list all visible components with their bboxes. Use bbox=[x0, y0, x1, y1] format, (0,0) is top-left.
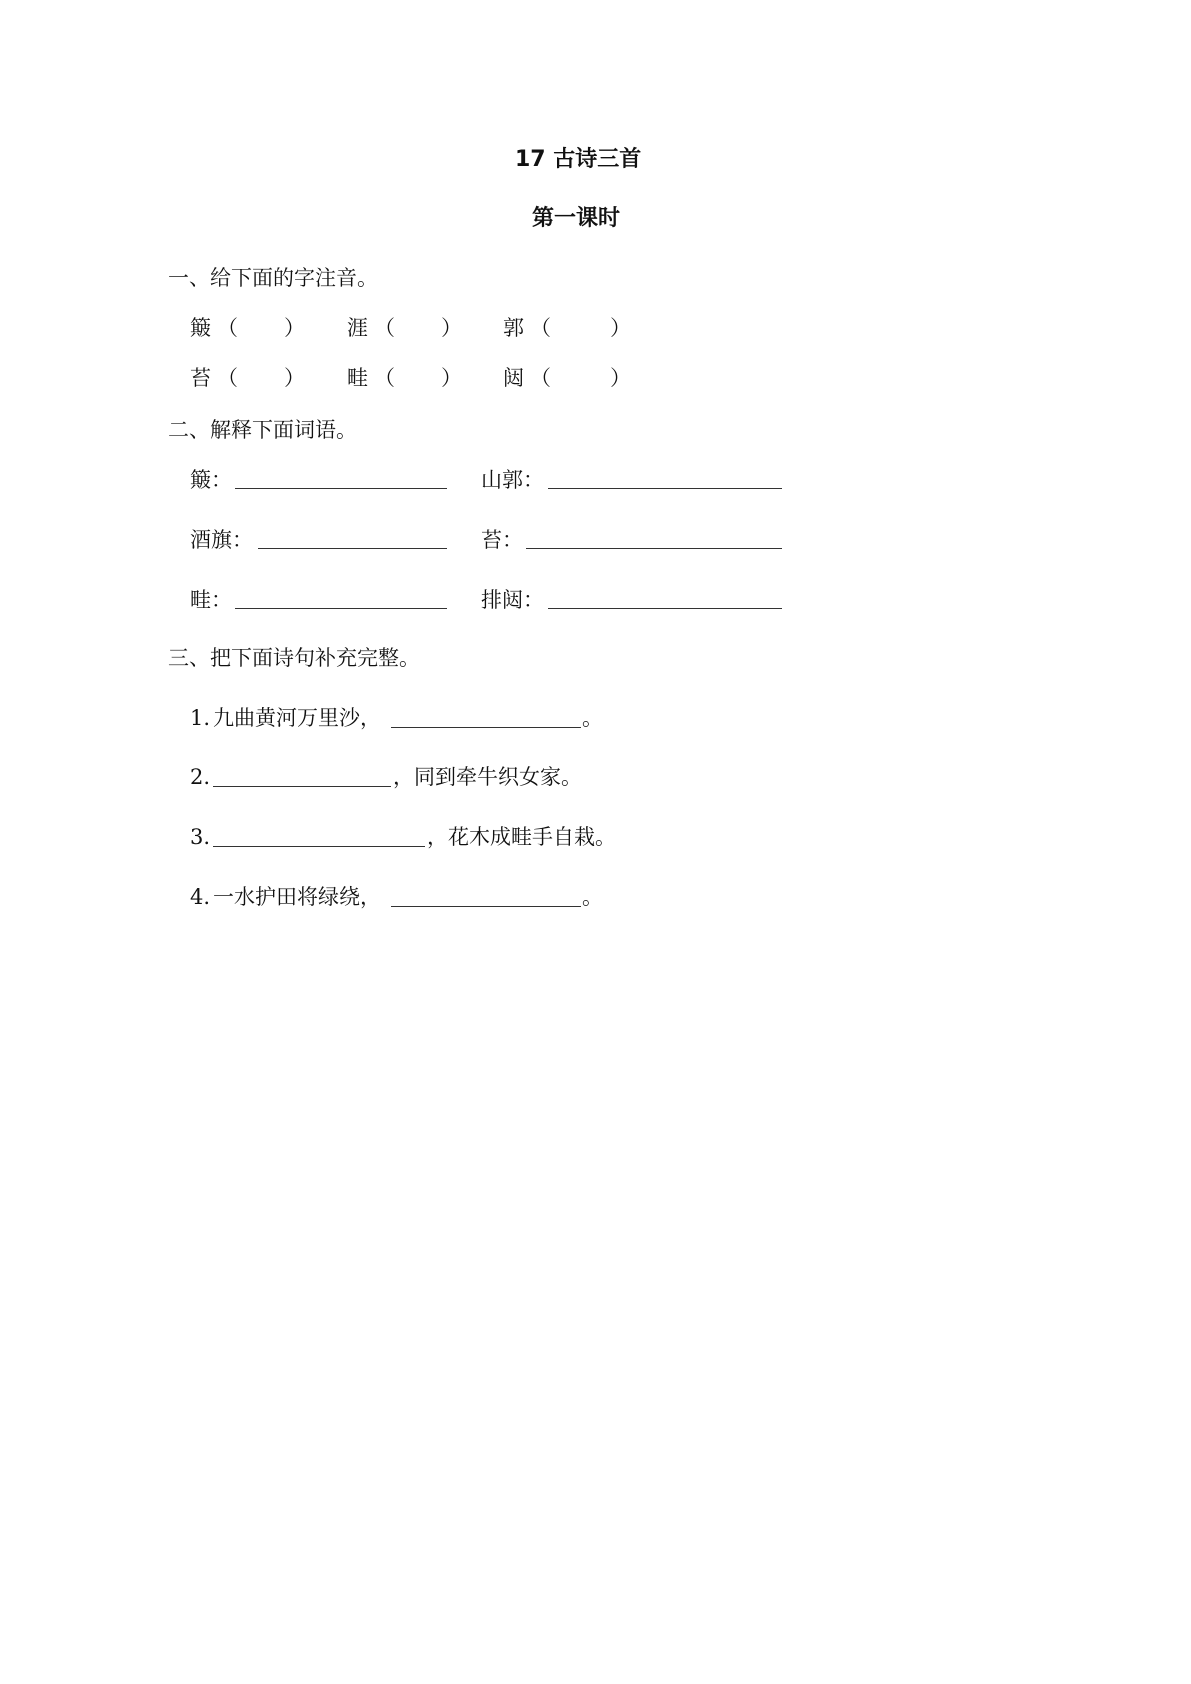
answer-blank[interactable] bbox=[213, 786, 391, 787]
item-number: 4. bbox=[190, 885, 211, 909]
open-paren: （ bbox=[374, 316, 395, 340]
answer-blank[interactable] bbox=[548, 488, 782, 489]
answer-blank[interactable] bbox=[258, 548, 447, 549]
open-paren: （ bbox=[374, 366, 395, 390]
term-label: 畦： bbox=[190, 588, 232, 612]
close-paren: ） bbox=[610, 316, 631, 340]
pinyin-char: 涯 bbox=[347, 316, 368, 340]
answer-blank[interactable] bbox=[235, 488, 447, 489]
poem-text: 九曲黄河万里沙， bbox=[213, 706, 381, 730]
close-paren: ） bbox=[284, 366, 305, 390]
section-2-heading: 二、解释下面词语。 bbox=[168, 418, 357, 442]
poem-text: ，同到牵牛织女家。 bbox=[393, 765, 582, 789]
answer-blank[interactable] bbox=[526, 548, 782, 549]
close-paren: ） bbox=[610, 366, 631, 390]
pinyin-char: 郭 bbox=[503, 316, 524, 340]
page-subtitle: 第一课时 bbox=[532, 206, 621, 231]
close-paren: ） bbox=[441, 366, 462, 390]
pinyin-char: 簸 bbox=[190, 316, 211, 340]
open-paren: （ bbox=[217, 316, 238, 340]
open-paren: （ bbox=[530, 366, 551, 390]
poem-text: 。 bbox=[582, 885, 603, 909]
term-label: 排闼： bbox=[481, 588, 544, 612]
poem-text: 一水护田将绿绕， bbox=[213, 885, 381, 909]
term-label: 酒旗： bbox=[190, 528, 253, 552]
pinyin-char: 苔 bbox=[190, 366, 211, 390]
section-1-heading: 一、给下面的字注音。 bbox=[168, 266, 378, 290]
answer-blank[interactable] bbox=[235, 608, 447, 609]
term-label: 簸： bbox=[190, 468, 232, 492]
answer-blank[interactable] bbox=[391, 906, 581, 907]
item-number: 2. bbox=[190, 765, 211, 789]
pinyin-char: 闼 bbox=[503, 366, 524, 390]
answer-blank[interactable] bbox=[391, 727, 581, 728]
poem-text: 。 bbox=[582, 706, 603, 730]
term-label: 苔： bbox=[481, 528, 523, 552]
term-label: 山郭： bbox=[481, 468, 544, 492]
poem-text: ，花木成畦手自栽。 bbox=[427, 825, 616, 849]
page-title: 17 古诗三首 bbox=[515, 147, 642, 172]
answer-blank[interactable] bbox=[548, 608, 782, 609]
item-number: 3. bbox=[190, 825, 211, 849]
open-paren: （ bbox=[217, 366, 238, 390]
section-3-heading: 三、把下面诗句补充完整。 bbox=[168, 646, 420, 670]
item-number: 1. bbox=[190, 706, 211, 730]
pinyin-char: 畦 bbox=[347, 366, 368, 390]
close-paren: ） bbox=[441, 316, 462, 340]
answer-blank[interactable] bbox=[213, 846, 425, 847]
close-paren: ） bbox=[284, 316, 305, 340]
open-paren: （ bbox=[530, 316, 551, 340]
